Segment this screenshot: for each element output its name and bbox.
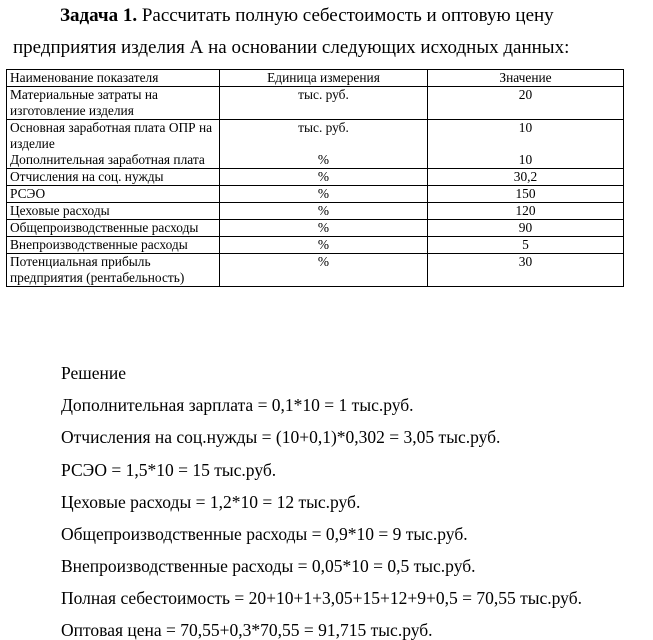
solution-line: Внепроизводственные расходы = 0,05*10 = 0,5 тыс.руб. (61, 556, 476, 576)
row-unit: тыс. руб. (220, 87, 428, 120)
row-name: Общепроизводственные расходы (7, 220, 220, 237)
solution-line: Полная себестоимость = 20+10+1+3,05+15+12+9+0,5 = 70,55 тыс.руб. (61, 588, 582, 608)
solution-line: Общепроизводственные расходы = 0,9*10 = 9 тыс.руб. (61, 524, 468, 544)
row-name: Цеховые расходы (7, 203, 220, 220)
row-unit: % (220, 220, 428, 237)
task-text-line1: Рассчитать полную себестоимость и оптовую цену (141, 5, 554, 26)
row-name: Потенциальная прибыль предприятия (рентабельность) (7, 254, 220, 287)
row-value (428, 120, 624, 169)
solution-line: Цеховые расходы = 1,2*10 = 12 тыс.руб. (61, 492, 361, 512)
table-row (7, 169, 624, 186)
row-name: Материальные затраты на изготовление изделия (7, 87, 220, 120)
task-heading (60, 6, 554, 26)
row-value-line: 10 (518, 152, 533, 167)
row-name: Внепроизводственные расходы (7, 237, 220, 254)
row-unit: % (220, 186, 428, 203)
row-value: 150 (428, 186, 624, 203)
task-label: Задача 1. (60, 5, 138, 26)
source-data-table (6, 69, 624, 287)
solution-line: РСЭО = 1,5*10 = 15 тыс.руб. (61, 460, 277, 480)
table-row (7, 120, 624, 169)
solution-line: Отчисления на соц.нужды = (10+0,1)*0,302 = 3,05 тыс.руб. (61, 427, 501, 447)
row-unit-line: % (317, 152, 330, 167)
row-value: 5 (428, 237, 624, 254)
row-name (7, 120, 220, 169)
solution-line: Дополнительная зарплата = 0,1*10 = 1 тыс.руб. (61, 395, 414, 415)
solution-title: Решение (61, 363, 127, 383)
header-unit: Единица измерения (220, 70, 428, 87)
row-value: 90 (428, 220, 624, 237)
table-row (7, 254, 624, 287)
row-unit: % (220, 203, 428, 220)
row-value: 120 (428, 203, 624, 220)
row-unit (220, 120, 428, 169)
task-text-line2: предприятия изделия А на основании следующих исходных данных: (13, 37, 570, 58)
header-value: Значение (428, 70, 624, 87)
row-value: 30 (428, 254, 624, 287)
row-value: 20 (428, 87, 624, 120)
solution-line: Оптовая цена = 70,55+0,3*70,55 = 91,715 тыс.руб. (61, 620, 433, 640)
row-unit: % (220, 237, 428, 254)
header-name: Наименование показателя (7, 70, 220, 87)
table-row (7, 203, 624, 220)
row-name: РСЭО (7, 186, 220, 203)
table-row (7, 237, 624, 254)
table-row (7, 87, 624, 120)
row-unit-line: тыс. руб. (298, 120, 349, 135)
table-header-row (7, 70, 624, 87)
row-name: Отчисления на соц. нужды (7, 169, 220, 186)
table-row (7, 220, 624, 237)
row-value: 30,2 (428, 169, 624, 186)
row-name-line: Дополнительная заработная плата (10, 152, 205, 167)
row-value-line: 10 (518, 120, 533, 135)
row-unit: % (220, 254, 428, 287)
table-row (7, 186, 624, 203)
row-name-line: Основная заработная плата ОПР на изделие (10, 120, 213, 151)
row-unit: % (220, 169, 428, 186)
